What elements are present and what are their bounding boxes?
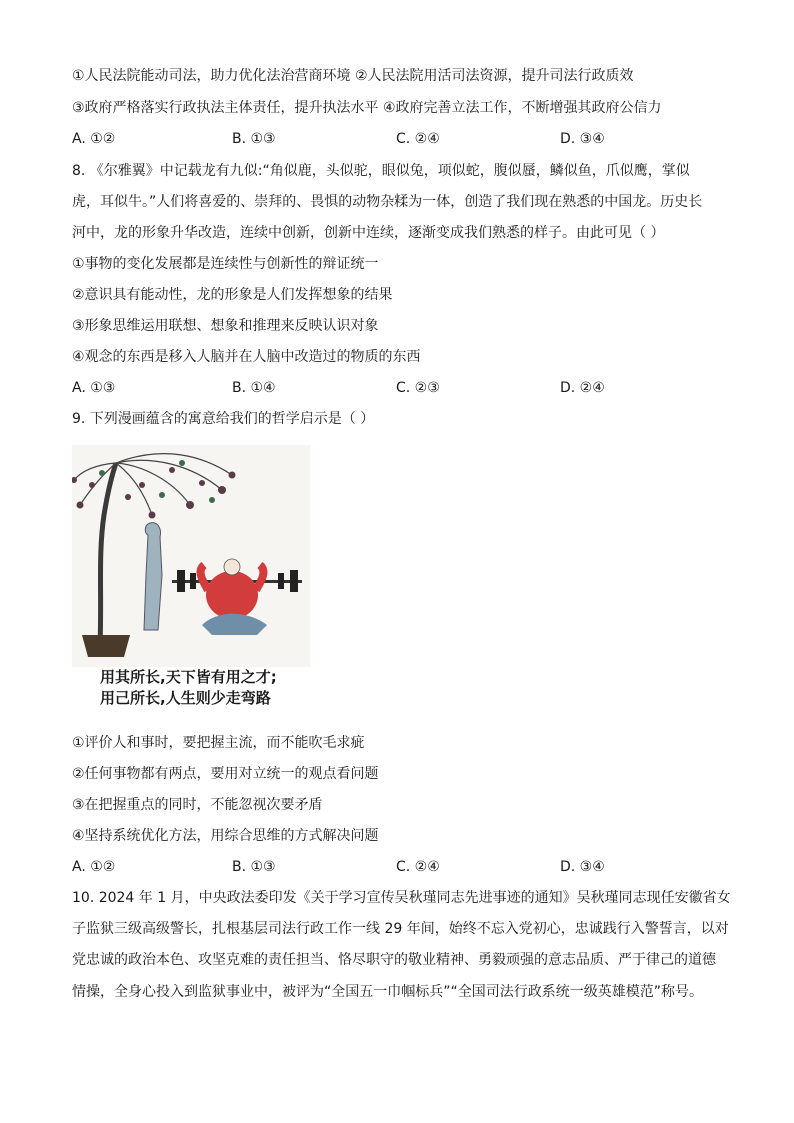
option-a: A. ①② xyxy=(72,131,116,147)
option-d: D. ③④ xyxy=(560,859,605,875)
comic-caption-line-2: 用己所长,人生则少走弯路 xyxy=(100,689,271,707)
q9-stem: 9. 下列漫画蕴含的寓意给我们的哲学启示是（ ） xyxy=(72,411,375,427)
q10-stem-line-4: 情操，全身心投入到监狱事业中，被评为“全国五一巾帼标兵”“全国司法行政系统一级英雄模范”称号。 xyxy=(72,984,704,1000)
answer-options-q8 xyxy=(72,378,732,398)
comic-image xyxy=(72,445,310,667)
answer-options-q9 xyxy=(72,857,732,877)
comic-caption-line-1: 用其所长,天下皆有用之才; xyxy=(100,668,277,686)
q9-item-1: ①评价人和事时，要把握主流，而不能吹毛求疵 xyxy=(72,735,365,751)
q10-stem-line-2: 子监狱三级高级警长，扎根基层司法行政工作一线 29 年间，始终不忘入党初心，忠诚践行入警誓言，以对 xyxy=(72,921,729,937)
q8-item-2: ②意识具有能动性，龙的形象是人们发挥想象的结果 xyxy=(72,287,393,303)
option-line-1: ①人民法院能动司法，助力优化法治营商环境 ②人民法院用活司法资源，提升司法行政质效 xyxy=(72,68,634,84)
q10-stem-line-1: 10. 2024 年 1 月，中央政法委印发《关于学习宣传吴秋瑾同志先进事迹的通知》吴秋瑾同志现任安徽省女 xyxy=(72,890,731,906)
option-d: D. ②④ xyxy=(560,380,605,396)
option-line-2: ③政府严格落实行政执法主体责任，提升执法水平 ④政府完善立法工作，不断增强其政府公信力 xyxy=(72,100,662,116)
option-b: B. ①③ xyxy=(232,859,276,875)
option-c: C. ②④ xyxy=(396,859,440,875)
option-b: B. ①④ xyxy=(232,380,276,396)
answer-options-q7 xyxy=(72,129,732,149)
q8-item-4: ④观念的东西是移入人脑并在人脑中改造过的物质的东西 xyxy=(72,349,421,365)
q8-item-3: ③形象思维运用联想、想象和推理来反映认识对象 xyxy=(72,318,379,334)
q8-stem-line-3: 河中，龙的形象升华改造，连续中创新，创新中连续，逐渐变成我们熟悉的样子。由此可见（ ） xyxy=(72,225,665,241)
q8-stem-line-2: 虎，耳似牛。”人们将喜爱的、崇拜的、畏惧的动物杂糅为一体，创造了我们现在熟悉的中国龙。历史长 xyxy=(72,194,703,210)
q8-stem-line-1: 8. 《尔雅翼》中记载龙有九似:“角似鹿，头似驼，眼似兔，项似蛇，腹似蜃，鳞似鱼，爪似鹰，掌似 xyxy=(72,163,690,179)
option-c: C. ②③ xyxy=(396,380,440,396)
option-c: C. ②④ xyxy=(396,131,440,147)
option-b: B. ①③ xyxy=(232,131,276,147)
q9-item-2: ②任何事物都有两点，要用对立统一的观点看问题 xyxy=(72,766,379,782)
q9-item-3: ③在把握重点的同时，不能忽视次要矛盾 xyxy=(72,797,323,813)
option-a: A. ①② xyxy=(72,859,116,875)
option-a: A. ①③ xyxy=(72,380,116,396)
comic-illustration xyxy=(72,445,310,667)
q9-item-4: ④坚持系统优化方法，用综合思维的方式解决问题 xyxy=(72,828,379,844)
q10-stem-line-3: 党忠诚的政治本色、攻坚克难的责任担当、恪尽职守的敬业精神、勇毅顽强的意志品质、严于律己的道德 xyxy=(72,952,716,968)
option-d: D. ③④ xyxy=(560,131,605,147)
q8-item-1: ①事物的变化发展都是连续性与创新性的辩证统一 xyxy=(72,256,379,272)
